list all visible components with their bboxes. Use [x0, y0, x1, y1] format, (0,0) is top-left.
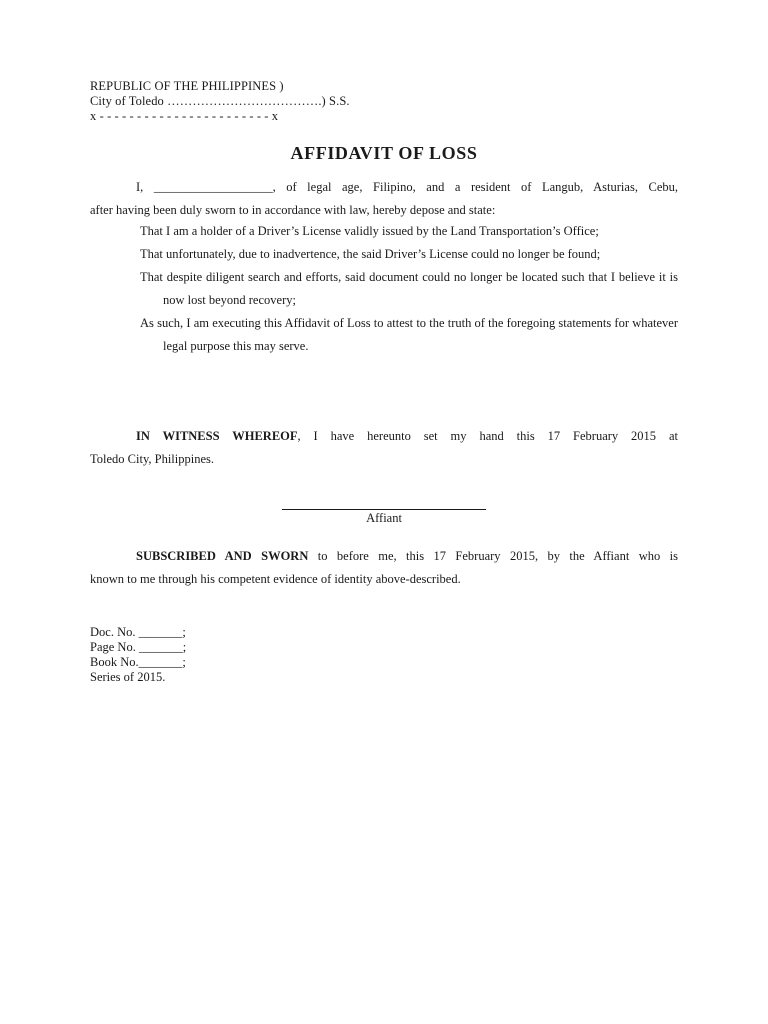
jurat-line-1 [90, 545, 678, 568]
statement-item: As such, I am executing this Affidavit of Loss to attest to the truth of the foregoing statements for whatever legal purpose this may serve. [140, 316, 678, 353]
series-year: Series of 2015. [90, 670, 166, 684]
statement-list [140, 220, 678, 358]
statement-item: That I am a holder of a Driver’s License validly issued by the Land Transportation’s Office; [140, 224, 599, 238]
jurat-paragraph [90, 545, 678, 591]
witness-lead: IN WITNESS WHEREOF [136, 429, 298, 443]
witness-rest: , I have hereunto set my hand this 17 February 2015 at [297, 429, 678, 443]
witness-line-1 [90, 425, 678, 448]
venue-caption [90, 79, 350, 124]
notarial-register [90, 625, 186, 685]
intro-line-2: after having been duly sworn to in accordance with law, hereby depose and state: [90, 203, 496, 217]
book-number: Book No._______; [90, 655, 186, 669]
document-title: AFFIDAVIT OF LOSS [290, 143, 478, 163]
doc-number: Doc. No. _______; [90, 625, 186, 639]
statement-item: That despite diligent search and efforts, said document could no longer be located such that I believe it is now lost beyond recovery; [140, 270, 678, 307]
jurat-line-2: known to me through his competent evidence of identity above-described. [90, 572, 461, 586]
intro-line-1: I, ___________________, of legal age, Filipino, and a resident of Langub, Asturias, Cebu, [136, 180, 678, 194]
statement-item: That unfortunately, due to inadvertence, the said Driver’s License could no longer be found; [140, 247, 601, 261]
signature-line [282, 509, 486, 510]
witness-paragraph [90, 425, 678, 471]
caption-separator: x - - - - - - - - - - - - - - - - - - - - - - - x [90, 109, 279, 123]
page-number: Page No. _______; [90, 640, 187, 654]
caption-city: City of Toledo ……………………………….) S.S. [90, 94, 350, 108]
witness-line-2: Toledo City, Philippines. [90, 452, 215, 466]
jurat-rest: to before me, this 17 February 2015, by the Affiant who is [308, 549, 678, 563]
intro-paragraph [90, 176, 678, 222]
caption-republic: REPUBLIC OF THE PHILIPPINES ) [90, 79, 284, 93]
jurat-lead: SUBSCRIBED AND SWORN [136, 549, 309, 563]
signature-label: Affiant [366, 511, 402, 525]
